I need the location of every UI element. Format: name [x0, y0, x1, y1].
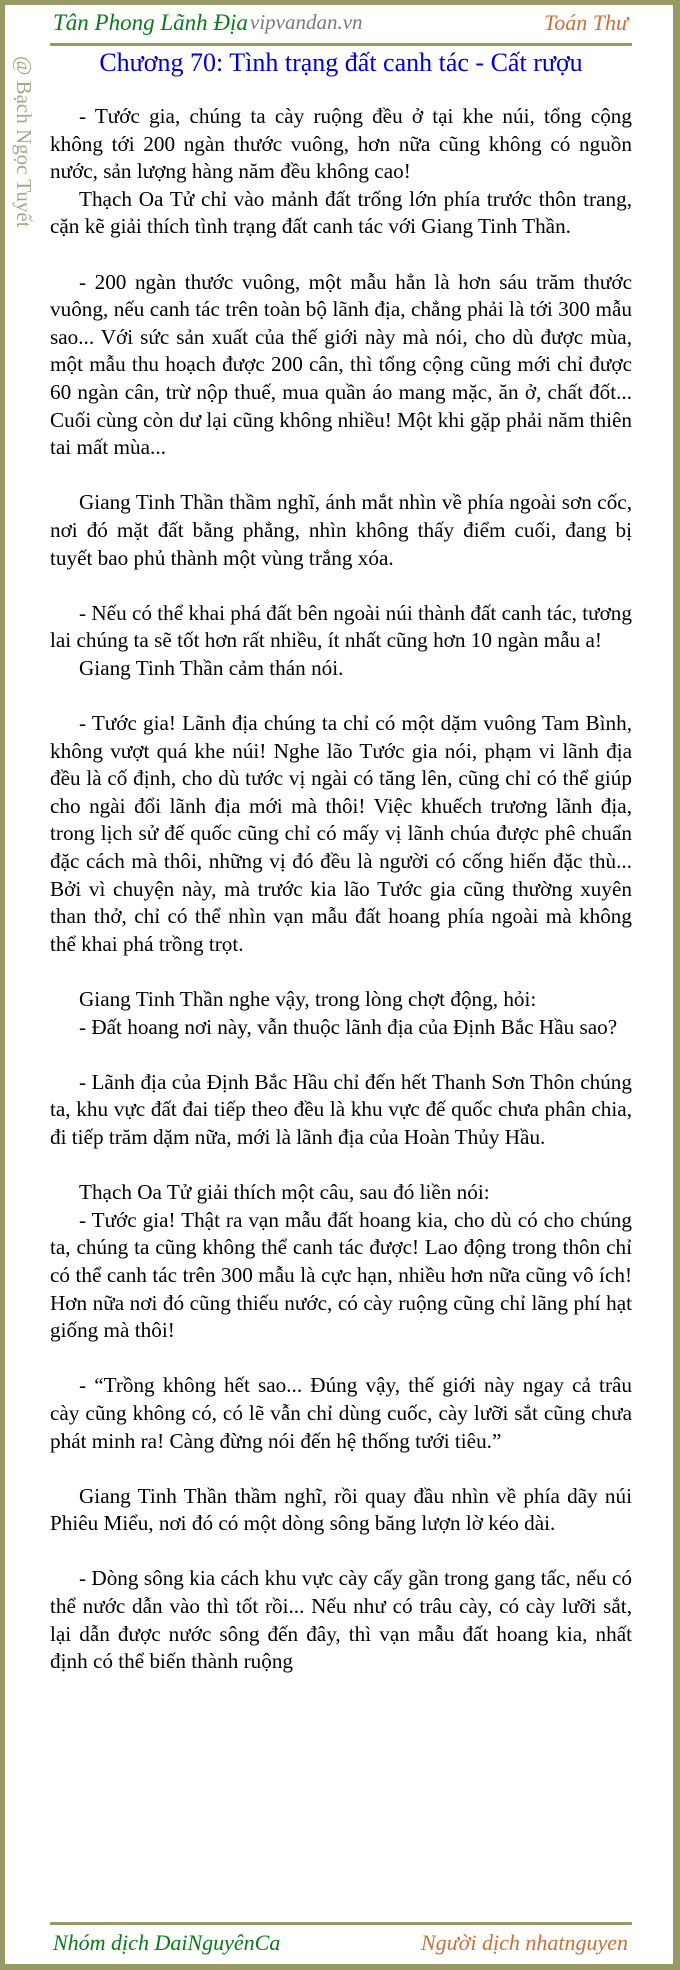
paragraph: Giang Tinh Thần thầm nghĩ, ánh mắt nhìn về phía ngoài sơn cốc, nơi đó mặt đất bằng phẳng, nhìn không thấy điểm cuối, đang bị tuyết bao phủ thành một vùng trắng xóa. [50, 490, 632, 570]
paragraph: - Tước gia! Lãnh địa chúng ta chỉ có một dặm vuông Tam Bình, không vượt quá khe núi! Nghe lão Tước gia nói, phạm vi lãnh địa đều là cố định, cho dù tước vị ngài có tăng lên, cũng chỉ có thể giúp cho ngài đổi lãnh địa mới mà thôi! Việc khuếch trương lãnh địa, trong lịch sử đế quốc cũng chỉ có mấy vị lãnh chúa được phê chuẩn đặc cách mà thôi, những vị đó đều là người có cống hiến đặc thù... Bởi vì chuyện này, mà trước kia lão Tước gia cũng thường xuyên than thở, chỉ có thể nhìn vạn mẫu đất hoang phía ngoài mà không thể khai phá trồng trọt. [50, 711, 632, 956]
paragraph-gap [50, 1455, 632, 1483]
page-footer [50, 1928, 632, 1962]
page-header [50, 4, 630, 44]
paragraph-gap [50, 1538, 632, 1566]
completion-status: Toán Thư [544, 10, 628, 35]
paragraph-gap [50, 682, 632, 710]
translator-name: Người dịch nhatnguyen [420, 1930, 628, 1955]
paragraph-gap [50, 1152, 632, 1180]
paragraph-gap [50, 572, 632, 600]
paragraph: - “Trồng không hết sao... Đúng vậy, thế giới này ngay cả trâu cày cũng không có, có lẽ vẫn chỉ dùng cuốc, cày lưỡi sắt cũng chưa phát minh ra! Càng đừng nói đến hệ thống tưới tiêu.” [50, 1373, 632, 1453]
paragraph: - Lãnh địa của Định Bắc Hầu chỉ đến hết Thanh Sơn Thôn chúng ta, khu vực đất đai tiếp theo đều là khu vực đế quốc chưa phân chia, đi tiếp trăm dặm nữa, mới là lãnh địa của Hoàn Thủy Hầu. [50, 1069, 632, 1149]
chapter-title: Chương 70: Tình trạng đất canh tác - Cất rượu [99, 48, 583, 77]
paragraph-gap [50, 958, 632, 986]
paragraph: - Đất hoang nơi này, vẫn thuộc lãnh địa của Định Bắc Hầu sao? [79, 1014, 618, 1039]
paragraph-gap [50, 1345, 632, 1373]
paragraph: - Tước gia! Thật ra vạn mẫu đất hoang kia, cho dù có cho chúng ta, chúng ta cũng không thể canh tác được! Lao động trong thôn chỉ có thể canh tác trên 300 mẫu là cực hạn, nhiều hơn nữa cũng vô ích! Hơn nữa nơi đó cũng thiếu nước, có cày ruộng cũng chỉ lãng phí hạt giống mà thôi! [50, 1207, 632, 1343]
paragraph: Giang Tinh Thần thầm nghĩ, rồi quay đầu nhìn về phía dãy núi Phiêu Miểu, nơi đó có một dòng sông băng lượn lờ kéo dài. [50, 1483, 632, 1536]
header-divider [50, 43, 632, 46]
chapter-body [50, 103, 632, 1676]
paragraph: - Dòng sông kia cách khu vực cày cấy gần trong gang tấc, nếu có thể nước dẫn vào thì tốt rồi... Nếu như có trâu cày, có cày lưỡi sắt, lại dẫn được nước sông đến đây, thì vạn mẫu đất hoang kia, nhất định có thể biến thành ruộng [50, 1566, 632, 1674]
site-name: vipvandan.vn [250, 10, 363, 34]
book-title: Tân Phong Lãnh Địa [53, 10, 248, 35]
paragraph: - Tước gia, chúng ta cày ruộng đều ở tại khe núi, tổng cộng không tới 200 ngàn thước vuông, hơn nữa cũng không có nguồn nước, sản lượng hàng năm đều không cao! [50, 104, 632, 184]
paragraph: Giang Tinh Thần cảm thán nói. [79, 655, 344, 680]
footer-divider [50, 1922, 632, 1925]
watermark: @ Bạch Ngọc Tuyết [12, 56, 36, 228]
translation-group: Nhóm dịch DaiNguyênCa [53, 1930, 281, 1955]
paragraph-gap [50, 241, 632, 269]
paragraph: - 200 ngàn thước vuông, một mẫu hẳn là hơn sáu trăm thước vuông, nếu canh tác trên toàn bộ lãnh địa, chẳng phải là tới 300 mẫu sao... Với sức sản xuất của thế giới này mà nói, cho dù được mùa, một mẫu thu hoạch được 200 cân, thì tổng cộng cũng mới chỉ được 60 ngàn cân, trừ nộp thuế, mua quần áo mang mặc, ăn ở, chất đốt... Cuối cùng còn dư lại cũng không nhiều! Một khi gặp phải năm thiên tai mất mùa... [50, 269, 632, 460]
paragraph-gap [50, 462, 632, 490]
paragraph-gap [50, 1041, 632, 1069]
paragraph: Giang Tinh Thần nghe vậy, trong lòng chợt động, hỏi: [79, 987, 537, 1011]
paragraph: - Nếu có thể khai phá đất bên ngoài núi thành đất canh tác, tương lai chúng ta sẽ tốt hơn rất nhiều, ít nhất cũng hơn 10 ngàn mẫu a! [50, 600, 632, 653]
paragraph: Thạch Oa Tử chỉ vào mảnh đất trống lớn phía trước thôn trang, cặn kẽ giải thích tình trạng đất canh tác với Giang Tinh Thần. [50, 186, 632, 239]
paragraph: Thạch Oa Tử giải thích một câu, sau đó liền nói: [79, 1180, 490, 1205]
